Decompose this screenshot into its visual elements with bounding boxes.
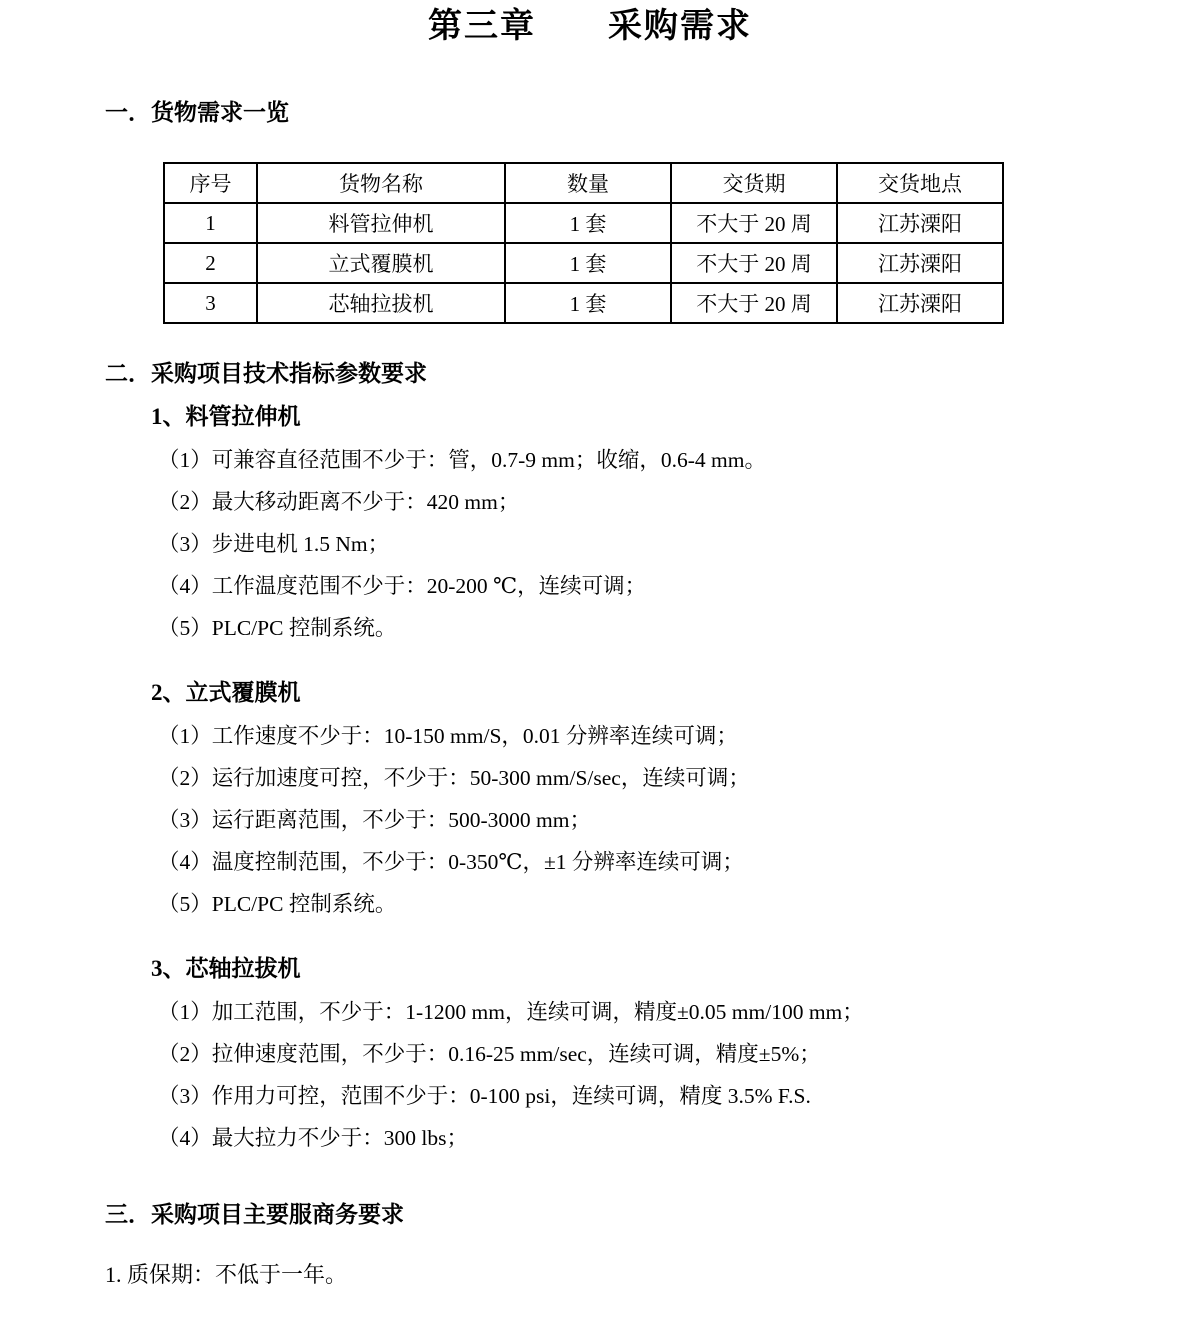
spec-item: （3）运行距离范围，不少于：500-3000 mm；	[158, 808, 591, 832]
spec-title: 2、立式覆膜机	[151, 680, 301, 705]
cell-delivery-place: 江苏溧阳	[837, 283, 1003, 323]
spec-item: （5）PLC/PC 控制系统。	[158, 616, 397, 640]
document-content	[0, 97, 1180, 1290]
cell-quantity: 1 套	[505, 283, 671, 323]
cell-goods-name: 立式覆膜机	[257, 243, 505, 283]
spec-item: （2）最大移动距离不少于：420 mm；	[158, 490, 520, 514]
column-header-quantity: 数量	[505, 163, 671, 203]
cell-quantity: 1 套	[505, 203, 671, 243]
table-row	[164, 203, 1003, 243]
spec-block-vertical-laminator	[105, 677, 1100, 925]
column-header-goods-name: 货物名称	[257, 163, 505, 203]
spec-item: （5）PLC/PC 控制系统。	[158, 892, 397, 916]
table-row	[164, 243, 1003, 283]
section-heading-technical-specs: 二．采购项目技术指标参数要求	[105, 361, 427, 386]
cell-goods-name: 芯轴拉拔机	[257, 283, 505, 323]
spec-item: （4）温度控制范围，不少于：0-350℃，±1 分辨率连续可调；	[158, 850, 744, 874]
table-header-row	[164, 163, 1003, 203]
cell-quantity: 1 套	[505, 243, 671, 283]
column-header-delivery-time: 交货期	[671, 163, 837, 203]
cell-goods-name: 料管拉伸机	[257, 203, 505, 243]
section-heading-commercial-requirements: 三．采购项目主要服商务要求	[105, 1202, 404, 1227]
cell-no: 3	[164, 283, 257, 323]
column-header-delivery-place: 交货地点	[837, 163, 1003, 203]
spec-item: （1）加工范围，不少于：1-1200 mm，连续可调，精度±0.05 mm/100 mm；	[158, 1000, 864, 1024]
spec-item: （3）作用力可控，范围不少于：0-100 psi，连续可调，精度 3.5% F.S.	[158, 1084, 811, 1108]
cell-no: 2	[164, 243, 257, 283]
cell-delivery-place: 江苏溧阳	[837, 203, 1003, 243]
spec-item: （2）拉伸速度范围，不少于：0.16-25 mm/sec，连续可调，精度±5%；	[158, 1042, 821, 1066]
column-header-no: 序号	[164, 163, 257, 203]
spec-block-mandrel-puller	[105, 953, 1100, 1159]
table-row	[164, 283, 1003, 323]
spec-block-tube-stretcher	[105, 401, 1100, 649]
goods-requirements-table	[163, 162, 1004, 324]
cell-delivery-time: 不大于 20 周	[671, 283, 837, 323]
spec-item: （4）工作温度范围不少于：20-200 ℃，连续可调；	[158, 574, 647, 598]
spec-item: （4）最大拉力不少于：300 lbs；	[158, 1126, 468, 1150]
spec-title: 1、料管拉伸机	[151, 404, 301, 429]
cell-delivery-place: 江苏溧阳	[837, 243, 1003, 283]
spec-item: （3）步进电机 1.5 Nm；	[158, 532, 390, 556]
cell-delivery-time: 不大于 20 周	[671, 243, 837, 283]
section-heading-goods-overview: 一．货物需求一览	[105, 100, 289, 125]
spec-item: （1）工作速度不少于：10-150 mm/S，0.01 分辨率连续可调；	[158, 724, 738, 748]
warranty-period-line: 1. 质保期：不低于一年。	[105, 1262, 348, 1287]
spec-title: 3、芯轴拉拔机	[151, 956, 301, 981]
cell-no: 1	[164, 203, 257, 243]
page-title: 第三章 采购需求	[428, 8, 752, 45]
spec-item: （2）运行加速度可控，不少于：50-300 mm/S/sec，连续可调；	[158, 766, 750, 790]
spec-item: （1）可兼容直径范围不少于：管，0.7-9 mm；收缩，0.6-4 mm。	[158, 448, 766, 472]
cell-delivery-time: 不大于 20 周	[671, 203, 837, 243]
